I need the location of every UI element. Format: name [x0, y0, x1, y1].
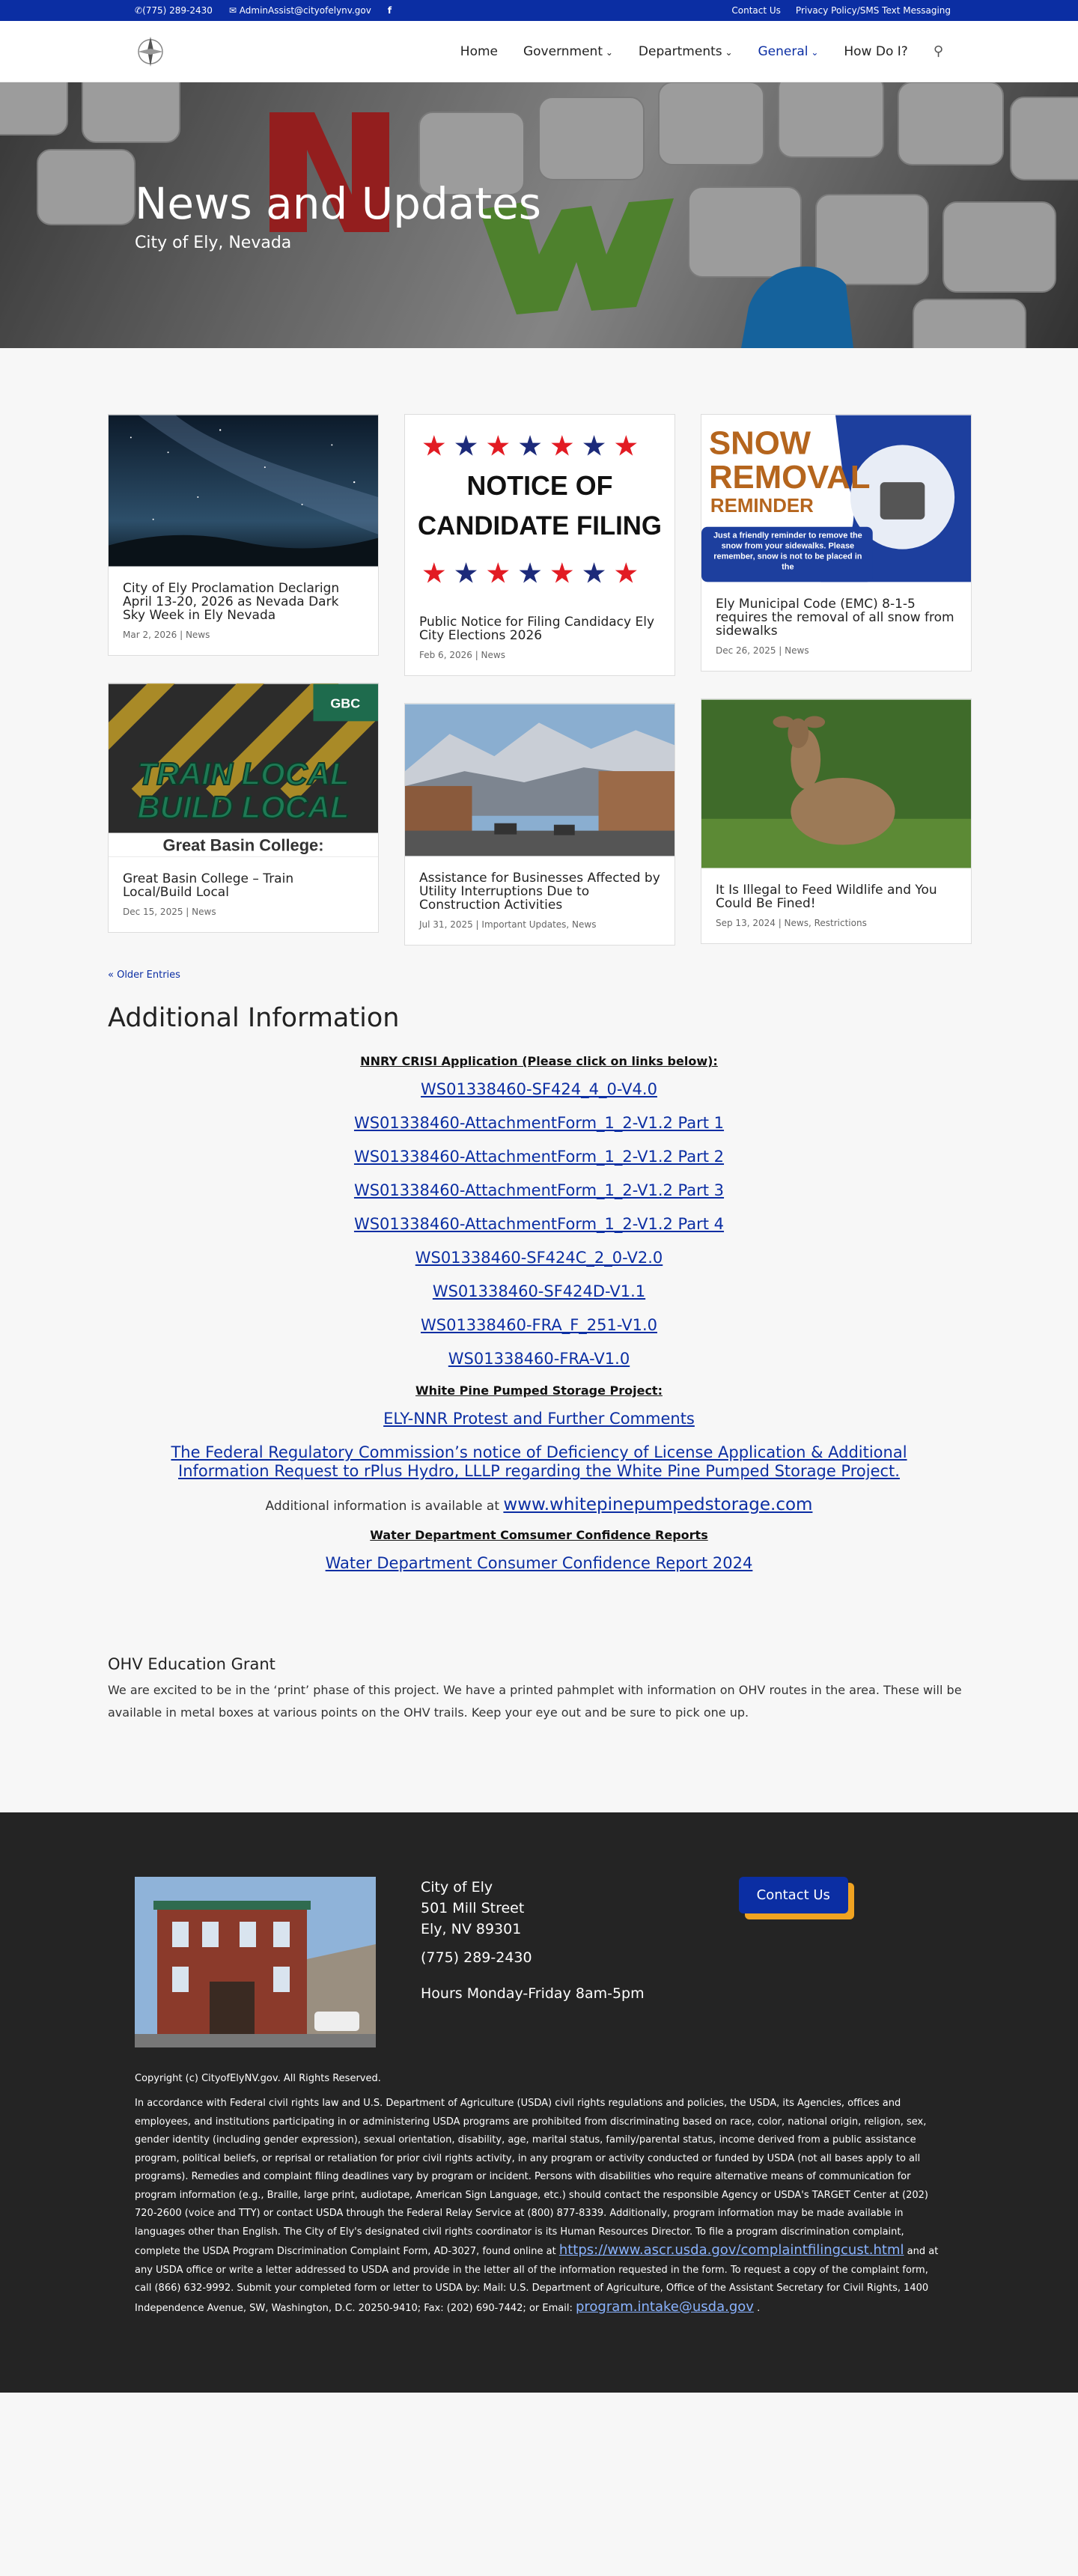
news-card[interactable]	[108, 683, 379, 933]
page-title: News and Updates	[135, 178, 541, 229]
svg-text:★: ★	[485, 556, 511, 590]
svg-text:★: ★	[549, 429, 575, 463]
water-report-2024-link[interactable]: Water Department Consumer Confidence Report 2024	[325, 1554, 753, 1572]
email-address: AdminAssist@cityofelynv.gov	[239, 5, 371, 16]
news-card-date: Feb 6, 2026	[419, 650, 472, 660]
svg-text:★: ★	[485, 429, 511, 463]
top-contact-link[interactable]: Contact Us	[731, 5, 781, 16]
news-card-title[interactable]: Assistance for Businesses Affected by Utility Interruptions Due to Construction Activities	[419, 871, 660, 913]
svg-text:★: ★	[517, 556, 543, 590]
gbc-badge-text: GBC	[330, 695, 361, 711]
news-card[interactable]	[404, 414, 675, 676]
svg-text:★: ★	[421, 556, 447, 590]
nav-how-do-i[interactable]: How Do I?	[844, 43, 908, 59]
nav-departments-label: Departments	[638, 43, 722, 59]
svg-text:★: ★	[581, 556, 607, 590]
news-card-meta: Sep 13, 2024 | News, Restrictions	[716, 918, 867, 928]
news-column-3	[701, 414, 972, 972]
news-card[interactable]	[108, 414, 379, 656]
news-card-category[interactable]: News	[192, 907, 216, 917]
news-card-meta: Jul 31, 2025 | Important Updates, News	[419, 919, 597, 930]
usda-text-end: .	[757, 2302, 761, 2314]
nav-departments[interactable]	[639, 44, 733, 59]
snow-removal-image[interactable]	[701, 415, 971, 582]
deer-image[interactable]	[701, 699, 971, 868]
top-bar	[0, 0, 1078, 21]
news-card-meta: Feb 6, 2026 | News	[419, 650, 505, 660]
news-card-date: Sep 13, 2024	[716, 918, 776, 928]
nnry-link-attachment-part1[interactable]: WS01338460-AttachmentForm_1_2-V1.2 Part 1	[353, 1114, 725, 1132]
city-logo[interactable]	[135, 34, 166, 69]
email-link[interactable]: ✉ AdminAssist@cityofelynv.gov	[228, 5, 371, 16]
downtown-ely-image[interactable]	[405, 704, 674, 856]
nav-government[interactable]	[523, 44, 613, 59]
news-card-date: Dec 15, 2025	[123, 907, 183, 917]
pumped-storage-website-link[interactable]: www.whitepinepumpedstorage.com	[503, 1495, 813, 1514]
footer-address	[421, 1877, 645, 2004]
news-card-category[interactable]: News	[185, 630, 210, 640]
news-card-meta: Mar 2, 2026 | News	[123, 630, 210, 640]
news-card-category[interactable]: News	[481, 650, 505, 660]
gbc-build-local-text: BUILD LOCAL	[137, 789, 350, 825]
dark-sky-image[interactable]	[109, 415, 378, 567]
notice-title-text: NOTICE OF	[466, 471, 613, 502]
candidate-filing-text: CANDIDATE FILING	[417, 511, 663, 541]
news-card-meta: Dec 15, 2025 | News	[123, 907, 216, 917]
footer-phone[interactable]: (775) 289-2430	[421, 1949, 532, 1966]
nav-general[interactable]	[758, 44, 819, 59]
svg-text:★: ★	[613, 556, 639, 590]
usda-text-part2: and at any USDA office or write a letter addressed to USDA and provide in the letter all of the information requested in the form. To request a copy of the complaint form, call (866) 632-9992. Submit your completed form or letter to USDA by: Mail: U.S. Department of Agriculture, Office of the Assistant Secretary for Civil Rights, 1400 Independence Avenue, SW, Washington, D.C. 20250-9410; Fax: (202) 690-7442; or Email:	[135, 2246, 939, 2314]
facebook-icon[interactable]: f	[387, 5, 392, 16]
nnry-link-sf424[interactable]: WS01338460-SF424_4_0-V4.0	[421, 1080, 657, 1098]
nnry-link-attachment-part2[interactable]: WS01338460-AttachmentForm_1_2-V1.2 Part 2	[353, 1148, 725, 1166]
usda-complaint-link[interactable]: https://www.ascr.usda.gov/complaintfilingcust.html	[558, 2242, 904, 2258]
news-card[interactable]	[701, 414, 972, 672]
news-card-category[interactable]: Important Updates, News	[481, 919, 597, 930]
phone-number: (775) 289-2430	[142, 5, 213, 16]
nnry-link-attachment-part4[interactable]: WS01338460-AttachmentForm_1_2-V1.2 Part 4	[353, 1215, 725, 1233]
great-basin-college-image[interactable]	[109, 683, 378, 857]
news-posts-section	[0, 348, 1078, 981]
nav-general-label: General	[758, 43, 808, 59]
reminder-text: REMINDER	[710, 495, 814, 517]
ferc-notice-link[interactable]: The Federal Regulatory Commission’s notice of Deficiency of License Application & Additional Information Request to rPlus Hydro, LLLP regarding the White Pine Pumped Storage Project.	[171, 1443, 907, 1480]
news-card-date: Mar 2, 2026	[123, 630, 177, 640]
news-column-2	[404, 414, 675, 972]
svg-text:★: ★	[581, 429, 607, 463]
more-info-line	[108, 1496, 970, 1514]
contact-us-button[interactable]: Contact Us	[739, 1877, 848, 1913]
privacy-link[interactable]: Privacy Policy/SMS Text Messaging	[795, 5, 951, 16]
ohv-grant-section	[0, 1588, 1078, 1812]
page-subtitle: City of Ely, Nevada	[135, 234, 292, 252]
footer	[0, 1812, 1078, 2393]
footer-street: 501 Mill Street	[421, 1900, 525, 1916]
snow-text: SNOW	[708, 424, 811, 462]
nnry-link-fra-f251[interactable]: WS01338460-FRA_F_251-V1.0	[420, 1316, 657, 1334]
protest-link[interactable]: ELY-NNR Protest and Further Comments	[383, 1410, 695, 1428]
usda-statement	[135, 2095, 943, 2318]
nnry-link-sf424d[interactable]: WS01338460-SF424D-V1.1	[432, 1282, 646, 1300]
main-navigation	[0, 21, 1078, 82]
news-card-title[interactable]: Public Notice for Filing Candidacy Ely City Elections 2026	[419, 615, 655, 643]
footer-city-name: City of Ely	[421, 1879, 493, 1896]
more-info-text: Additional information is available at	[265, 1499, 499, 1514]
news-card-title[interactable]: Ely Municipal Code (EMC) 8-1-5 requires the removal of all snow from sidewalks	[716, 597, 954, 639]
candidate-filing-image[interactable]	[405, 415, 674, 600]
ohv-title: OHV Education Grant	[108, 1655, 275, 1673]
phone-link[interactable]: ✆(775) 289-2430	[135, 5, 213, 16]
search-icon[interactable]: ⚲	[933, 43, 943, 59]
svg-text:★: ★	[421, 429, 447, 463]
nnry-link-fra[interactable]: WS01338460-FRA-V1.0	[448, 1350, 630, 1368]
additional-information-section	[0, 1003, 1078, 1573]
nav-government-label: Government	[523, 43, 603, 59]
news-card-category[interactable]: News	[785, 645, 809, 656]
nnry-link-sf424c[interactable]: WS01338460-SF424C_2_0-V2.0	[415, 1249, 663, 1267]
additional-information-content	[108, 1054, 970, 1573]
usda-email-link[interactable]: program.intake@usda.gov	[575, 2298, 754, 2315]
news-grid	[108, 414, 970, 972]
additional-information-heading: Additional Information	[108, 1003, 400, 1033]
svg-text:★: ★	[453, 556, 479, 590]
footer-hours: Hours Monday-Friday 8am-5pm	[421, 1985, 645, 2002]
gbc-college-text: Great Basin College:	[162, 835, 324, 855]
news-card-meta: Dec 26, 2025 | News	[716, 645, 809, 656]
news-column-1	[108, 414, 379, 972]
water-reports-heading: Water Department Comsumer Confidence Reports	[370, 1528, 708, 1542]
older-entries-link[interactable]: « Older Entries	[108, 969, 180, 981]
nnry-heading: NNRY CRISI Application (Please click on links below):	[360, 1054, 718, 1068]
usda-text-part1: In accordance with Federal civil rights law and U.S. Department of Agriculture (USDA) civil rights regulations and policies, the USDA, its Agencies, offices and employees, and institutions participating in or administering USDA programs are prohibited from discriminating based on race, color, national origin, religion, sex, gender identity (including gender expression), sexual orientation, disability, age, marital status, family/parental status, income derived from a public assistance program, political beliefs, or reprisal or retaliation for prior civil rights activity, in any program or activity conducted or funded by USDA (not all bases apply to all programs). Remedies and complaint filing deadlines vary by program or incident. Persons with disabilities who require alternative means of communication for program information (e.g., Braille, large print, audiotape, American Sign Language, etc.) should contact the responsible Agency or USDA's TARGET Center at (202) 720-2600 (voice and TTY) or contact USDA through the Federal Relay Service at (800) 877-8339. Additionally, program information may be made available in languages other than English. The City of Ely's designated civil rights coordinator is its Human Resources Director. To file a program discrimination complaint, complete the USDA Program Discrimination Complaint Form, AD-3027, found online at	[135, 2098, 929, 2257]
news-card-title[interactable]: It Is Illegal to Feed Wildlife and You Could Be Fined!	[716, 883, 937, 911]
news-card[interactable]	[701, 698, 972, 944]
svg-text:★: ★	[517, 429, 543, 463]
city-hall-photo	[135, 1877, 376, 2047]
news-card-date: Dec 26, 2025	[716, 645, 776, 656]
svg-text:★: ★	[613, 429, 639, 463]
snow-caption: Just a friendly reminder to remove the snow from your sidewalks. Please remember, snow is not to be placed in the	[713, 531, 862, 572]
removal-text: REMOVAL	[708, 459, 871, 496]
gbc-train-local-text: TRAIN LOCAL	[137, 755, 350, 791]
svg-text:★: ★	[549, 556, 575, 590]
footer-city-state: Ely, NV 89301	[421, 1921, 522, 1937]
news-card-title[interactable]: City of Ely Proclamation Declarign April 13-20, 2026 as Nevada Dark Sky Week in Ely Nevada	[123, 581, 340, 623]
nav-home[interactable]: Home	[460, 43, 498, 59]
hero-banner	[0, 82, 1078, 348]
news-card-title[interactable]: Great Basin College – Train Local/Build Local	[123, 871, 294, 900]
ohv-text: We are excited to be in the ‘print’ phase of this project. We have a printed pahmplet with information on OHV routes in the area. These will be available in metal boxes at various points on the OHV trails. Keep your eye out and be sure to pick one up.	[108, 1683, 962, 1720]
svg-text:★: ★	[453, 429, 479, 463]
copyright: Copyright (c) CityofElyNV.gov. All Rights Reserved.	[135, 2073, 381, 2084]
nnry-link-attachment-part3[interactable]: WS01338460-AttachmentForm_1_2-V1.2 Part 3	[353, 1181, 725, 1199]
news-card-date: Jul 31, 2025	[419, 919, 473, 930]
news-card-category[interactable]: News, Restrictions	[784, 918, 867, 928]
news-card[interactable]	[404, 703, 675, 946]
pumped-storage-heading: White Pine Pumped Storage Project:	[415, 1383, 663, 1398]
